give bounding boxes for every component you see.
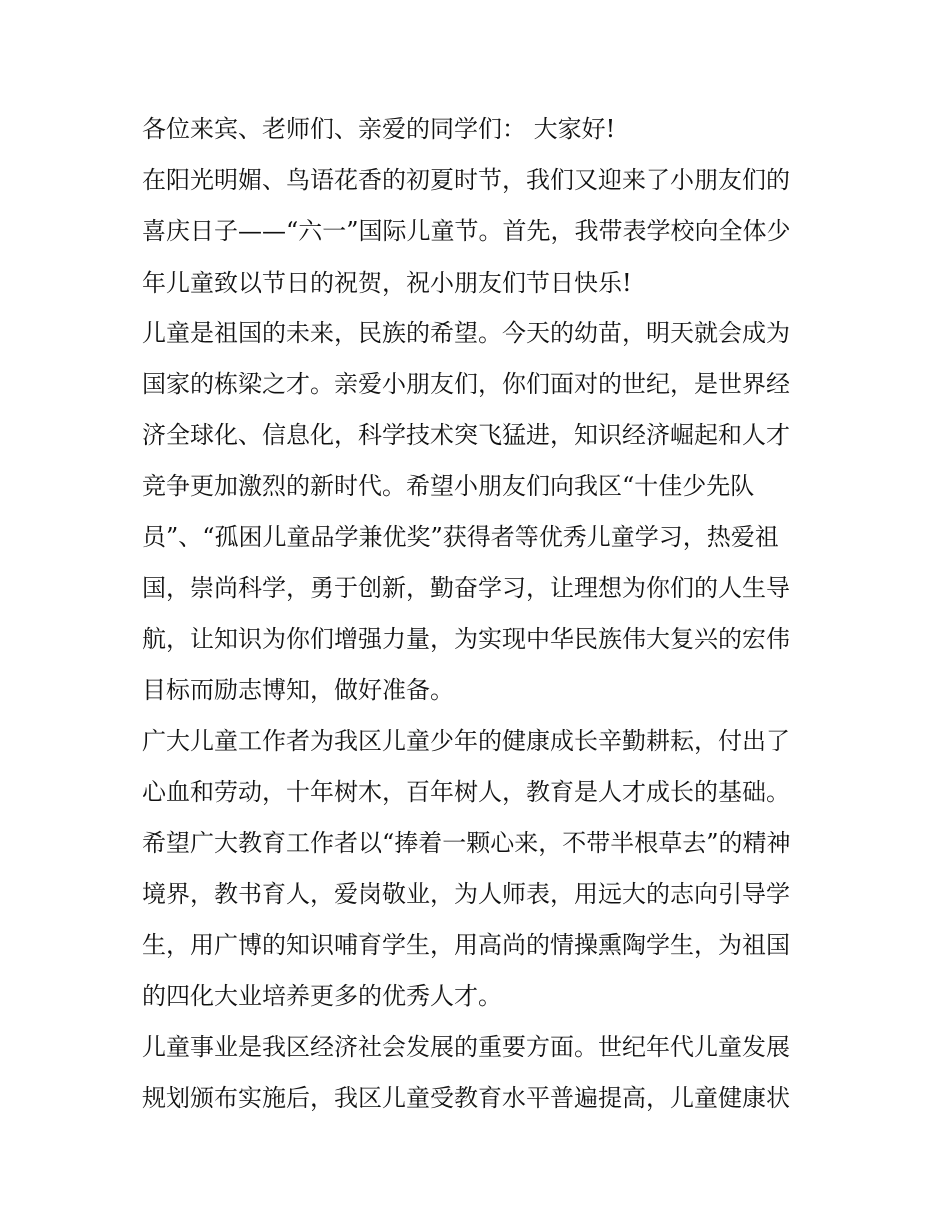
text-line: 喜庆日子——“六一”国际儿童节。首先，我带表学校向全体少 xyxy=(142,217,791,245)
text-line: 年儿童致以节日的祝贺，祝小朋友们节日快乐! xyxy=(142,269,632,297)
text-line: 竞争更加激烈的新时代。希望小朋友们向我区“十佳少先队 xyxy=(142,472,755,500)
text-line: 规划颁布实施后，我区儿童受教育水平普遍提高，儿童健康状 xyxy=(142,1084,790,1112)
text-line-greeting: 各位来宾、老师们、亲爱的同学们： 大家好! xyxy=(142,115,616,143)
text-line: 生，用广博的知识哺育学生，用高尚的情操熏陶学生，为祖国 xyxy=(142,931,790,959)
text-line: 国，崇尚科学，勇于创新，勤奋学习，让理想为你们的人生导 xyxy=(142,574,790,602)
text-line: 儿童事业是我区经济社会发展的重要方面。世纪年代儿童发展 xyxy=(142,1033,790,1061)
text-line: 目标而励志博知，做好准备。 xyxy=(142,676,454,704)
text-line: 希望广大教育工作者以“捧着一颗心来，不带半根草去”的精神 xyxy=(142,829,791,857)
text-line: 员”、“孤困儿童品学兼优奖”获得者等优秀儿童学习，热爱祖 xyxy=(142,523,779,551)
text-line: 儿童是祖国的未来，民族的希望。今天的幼苗，明天就会成为 xyxy=(142,319,790,347)
text-line: 境界，教书育人，爱岗敬业，为人师表，用远大的志向引导学 xyxy=(142,880,790,908)
text-line: 在阳光明媚、鸟语花香的初夏时节，我们又迎来了小朋友们的 xyxy=(142,166,790,194)
text-line: 心血和劳动，十年树木，百年树人，教育是人才成长的基础。 xyxy=(142,778,790,806)
text-line: 济全球化、信息化，科学技术突飞猛进，知识经济崛起和人才 xyxy=(142,421,790,449)
text-line: 广大儿童工作者为我区儿童少年的健康成长辛勤耕耘，付出了 xyxy=(142,727,790,755)
text-line: 国家的栋梁之才。亲爱小朋友们，你们面对的世纪，是世界经 xyxy=(142,370,790,398)
text-line: 的四化大业培养更多的优秀人才。 xyxy=(142,982,502,1010)
text-line: 航，让知识为你们增强力量，为实现中华民族伟大复兴的宏伟 xyxy=(142,625,790,653)
